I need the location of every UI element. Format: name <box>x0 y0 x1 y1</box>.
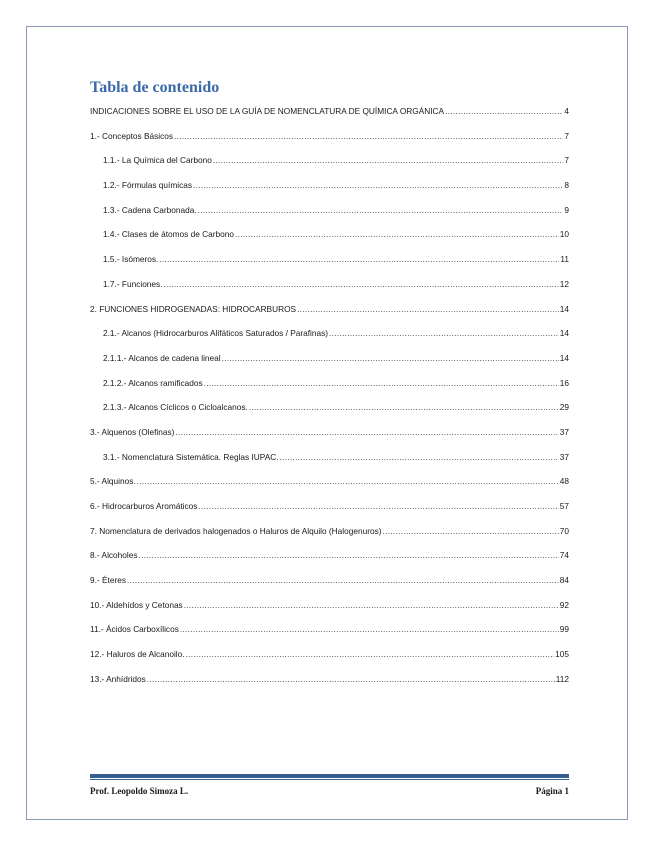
toc-entry-page-number[interactable]: 57 <box>559 501 569 511</box>
toc-entry-label[interactable]: 13.- Anhídridos <box>90 673 146 684</box>
toc-entry[interactable] <box>90 304 569 329</box>
toc-entry-label[interactable]: 5.- Alquinos. <box>90 476 136 487</box>
toc-entry[interactable] <box>90 476 569 501</box>
toc-entry[interactable] <box>90 526 569 551</box>
toc-entry-page-number[interactable]: 92 <box>559 599 569 610</box>
toc-dot-leader <box>249 402 559 412</box>
toc-entry[interactable] <box>90 328 569 353</box>
toc-entry-label[interactable]: 3.- Alquenos (Olefinas) <box>90 426 175 437</box>
toc-entry[interactable] <box>90 402 569 427</box>
footer-author: Prof. Leopoldo Simoza L. <box>90 786 189 796</box>
toc-dot-leader <box>174 131 563 141</box>
toc-dot-leader <box>198 205 564 215</box>
toc-entry-label[interactable]: 6.- Hidrocarburos Aromáticos <box>90 501 198 511</box>
toc-dot-leader <box>127 575 559 585</box>
toc-dot-leader <box>164 279 559 289</box>
toc-entry[interactable] <box>90 180 569 205</box>
toc-dot-leader <box>213 155 564 165</box>
toc-dot-leader <box>139 550 559 560</box>
toc-dot-leader <box>329 328 559 338</box>
toc-dot-leader <box>147 674 555 684</box>
toc-entry-label[interactable]: 2. FUNCIONES HIDROGENADAS: HIDROCARBUROS <box>90 303 297 314</box>
toc-entry-page-number[interactable]: 37 <box>559 426 569 437</box>
toc-entry-page-number[interactable]: 10 <box>559 229 569 240</box>
toc-entry-page-number[interactable]: 4 <box>564 106 569 116</box>
toc-entry-label[interactable]: 1.- Conceptos Básicos <box>90 130 174 141</box>
toc-entry-page-number[interactable]: 14 <box>559 352 569 363</box>
toc-dot-leader <box>383 526 559 536</box>
toc-entry[interactable] <box>90 427 569 452</box>
toc-entry-label[interactable]: 7. Nomenclatura de derivados halogenados o Haluros de Alquilo (Halogenuros) <box>90 525 382 536</box>
toc-entry[interactable] <box>90 624 569 649</box>
toc-entry-label[interactable]: INDICACIONES SOBRE EL USO DE LA GUÍA DE NOMENCLATURA DE QUÍMICA ORGÁNICA <box>90 106 445 116</box>
toc-entry-page-number[interactable]: 7 <box>564 155 569 166</box>
toc-entry-label[interactable]: 1.4.- Clases de átomos de Carbono <box>103 229 234 240</box>
toc-dot-leader <box>235 229 559 239</box>
toc-entry[interactable] <box>90 501 569 526</box>
table-of-contents <box>90 106 569 699</box>
toc-entry-page-number[interactable]: 9 <box>564 204 569 215</box>
toc-entry-page-number[interactable]: 29 <box>559 402 569 413</box>
toc-entry-label[interactable]: 1.7.- Funciones. <box>103 278 163 289</box>
toc-entry-label[interactable]: 3.1.- Nomenclatura Sistemática. Reglas IUPAC. <box>103 451 279 462</box>
toc-entry[interactable] <box>90 550 569 575</box>
toc-entry-label[interactable]: 2.1.2.- Alcanos ramificados <box>103 377 203 388</box>
toc-entry-label[interactable]: 2.1.- Alcanos (Hidrocarburos Alifáticos Saturados / Parafinas) <box>103 328 329 339</box>
toc-entry-page-number[interactable]: 14 <box>559 328 569 339</box>
toc-dot-leader <box>280 452 559 462</box>
toc-entry-label[interactable]: 2.1.3.- Alcanos Cíclicos o Cicloalcanos. <box>103 402 248 413</box>
toc-entry[interactable] <box>90 106 569 131</box>
toc-entry[interactable] <box>90 155 569 180</box>
footer-rule-thin <box>90 779 569 780</box>
footer-page-number: Página 1 <box>535 786 569 796</box>
toc-entry-page-number[interactable]: 99 <box>559 624 569 635</box>
toc-entry[interactable] <box>90 452 569 477</box>
toc-entry-page-number[interactable]: 11 <box>560 254 569 265</box>
toc-entry[interactable] <box>90 674 569 699</box>
toc-entry[interactable] <box>90 600 569 625</box>
toc-dot-leader <box>198 501 558 511</box>
toc-entry-page-number[interactable]: 12 <box>559 278 569 289</box>
toc-dot-leader <box>186 649 555 659</box>
toc-dot-leader <box>222 353 559 363</box>
toc-entry-label[interactable]: 12.- Haluros de Alcanoilo. <box>90 649 185 660</box>
toc-dot-leader <box>137 476 559 486</box>
toc-title: Tabla de contenido <box>90 79 220 96</box>
toc-entry-label[interactable]: 10.- Aldehídos y Cetonas <box>90 599 183 610</box>
toc-entry[interactable] <box>90 205 569 230</box>
page-footer <box>90 786 569 796</box>
toc-entry[interactable] <box>90 254 569 279</box>
toc-entry-page-number[interactable]: 105 <box>555 649 569 660</box>
toc-entry-label[interactable]: 1.5.- Isómeros. <box>103 254 159 265</box>
toc-entry-page-number[interactable]: 37 <box>559 451 569 462</box>
toc-entry[interactable] <box>90 649 569 674</box>
toc-entry[interactable] <box>90 279 569 304</box>
toc-entry[interactable] <box>90 353 569 378</box>
toc-entry-page-number[interactable]: 16 <box>559 377 569 388</box>
toc-entry-label[interactable]: 1.1.- La Química del Carbono <box>103 155 212 166</box>
toc-dot-leader <box>204 378 559 388</box>
toc-entry-label[interactable]: 9.- Éteres <box>90 575 126 586</box>
toc-entry-label[interactable]: 1.2.- Fórmulas químicas <box>103 180 192 191</box>
toc-entry-page-number[interactable]: 7 <box>564 130 569 141</box>
toc-entry[interactable] <box>90 378 569 403</box>
toc-entry[interactable] <box>90 229 569 254</box>
toc-entry-page-number[interactable]: 14 <box>559 303 569 314</box>
toc-entry-page-number[interactable]: 74 <box>559 550 569 561</box>
toc-entry-page-number[interactable]: 70 <box>559 525 569 536</box>
document-page <box>26 26 628 820</box>
toc-dot-leader <box>180 624 559 634</box>
toc-entry-label[interactable]: 1.3.- Cadena Carbonada. <box>103 204 197 215</box>
toc-entry-page-number[interactable]: 84 <box>559 575 569 586</box>
toc-entry-label[interactable]: 11.- Ácidos Carboxílicos <box>90 624 179 635</box>
toc-entry-page-number[interactable]: 8 <box>564 180 569 191</box>
toc-entry-page-number[interactable]: 112 <box>555 673 569 684</box>
toc-dot-leader <box>445 106 563 116</box>
toc-entry[interactable] <box>90 575 569 600</box>
toc-entry-page-number[interactable]: 48 <box>559 476 569 487</box>
toc-dot-leader <box>175 427 558 437</box>
toc-entry[interactable] <box>90 131 569 156</box>
toc-entry-label[interactable]: 8.- Alcoholes <box>90 550 138 561</box>
toc-dot-leader <box>297 304 559 314</box>
footer-rule <box>90 774 569 778</box>
toc-dot-leader <box>184 600 559 610</box>
toc-dot-leader <box>159 254 559 264</box>
toc-entry-label[interactable]: 2.1.1.- Alcanos de cadena lineal <box>103 352 221 363</box>
toc-dot-leader <box>193 180 563 190</box>
